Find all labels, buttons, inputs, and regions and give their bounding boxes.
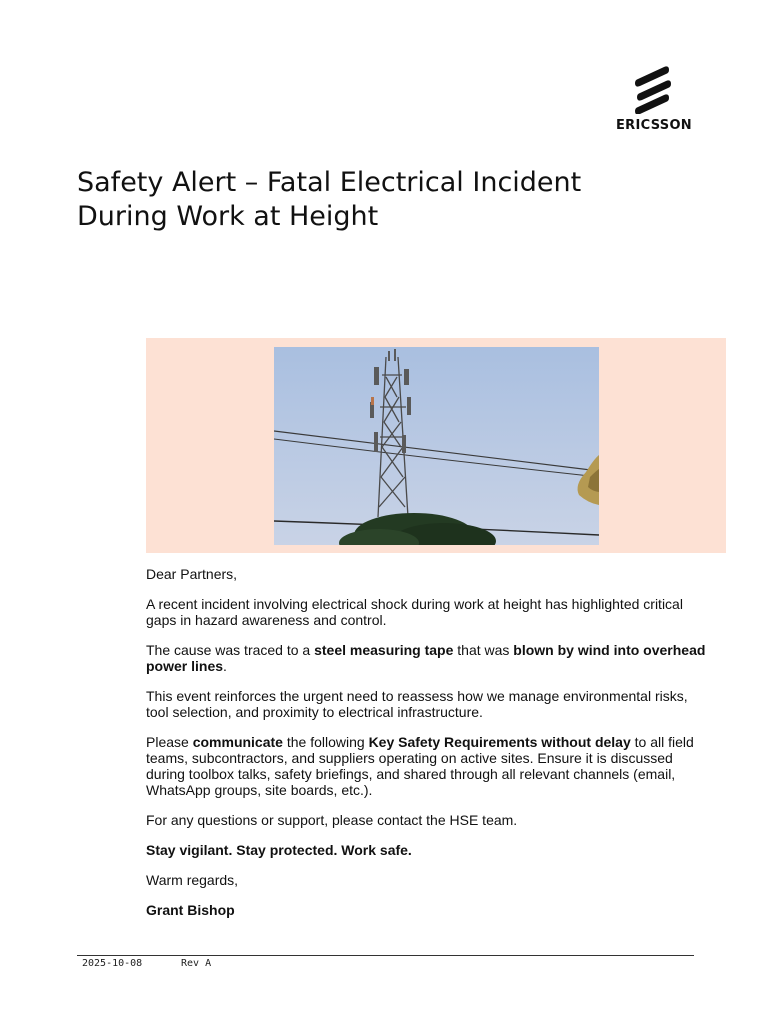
text-run: that was <box>453 642 514 658</box>
paragraph-contact: For any questions or support, please contact the HSE team. <box>146 812 518 828</box>
paragraph-communicate <box>146 734 706 798</box>
bold-run: blown by wind into overhead power lines <box>146 642 706 674</box>
ericsson-logo-mark-icon <box>634 66 674 114</box>
footer-revision: Rev A <box>181 958 212 969</box>
text-run: Please <box>146 734 193 750</box>
paragraph-reassess: This event reinforces the urgent need to reassess how we manage environmental risks, tool selection, and proximity to electrical infrastructure. <box>146 688 688 720</box>
title-line-2: During Work at Height <box>77 201 379 232</box>
signer-name <box>146 902 706 918</box>
ericsson-logo <box>612 66 696 136</box>
closing: Warm regards, <box>146 872 239 888</box>
letter-body <box>146 566 706 932</box>
ericsson-wordmark: ERICSSON <box>616 118 692 133</box>
slogan-text: Stay vigilant. Stay protected. Work safe. <box>146 842 412 858</box>
text-run: the following <box>282 734 369 750</box>
bold-run: steel measuring tape <box>314 642 454 658</box>
tower-photo <box>274 347 599 545</box>
paragraph-incident: A recent incident involving electrical shock during work at height has highlighted critical gaps in hazard awareness and control. <box>146 596 683 628</box>
greeting: Dear Partners, <box>146 566 238 582</box>
bold-run: communicate <box>192 734 283 750</box>
signer-text: Grant Bishop <box>146 902 235 918</box>
text-run: to all field teams, subcontractors, and suppliers operating on active sites. Ensure it is discussed during toolbox talks, safety briefings, and shared through all relevant channels (email, WhatsApp groups, site boards, etc.). <box>146 734 694 798</box>
hero-banner <box>146 338 726 553</box>
text-run: . <box>223 658 227 674</box>
paragraph-slogan <box>146 842 706 858</box>
bold-run: Key Safety Requirements without delay <box>368 734 631 750</box>
title-line-1: Safety Alert – Fatal Electrical Incident <box>77 167 582 198</box>
footer-divider <box>77 955 694 956</box>
text-run: The cause was traced to a <box>146 642 315 658</box>
document-title <box>77 166 677 234</box>
paragraph-cause <box>146 642 706 674</box>
footer-date: 2025-10-08 <box>82 958 143 969</box>
